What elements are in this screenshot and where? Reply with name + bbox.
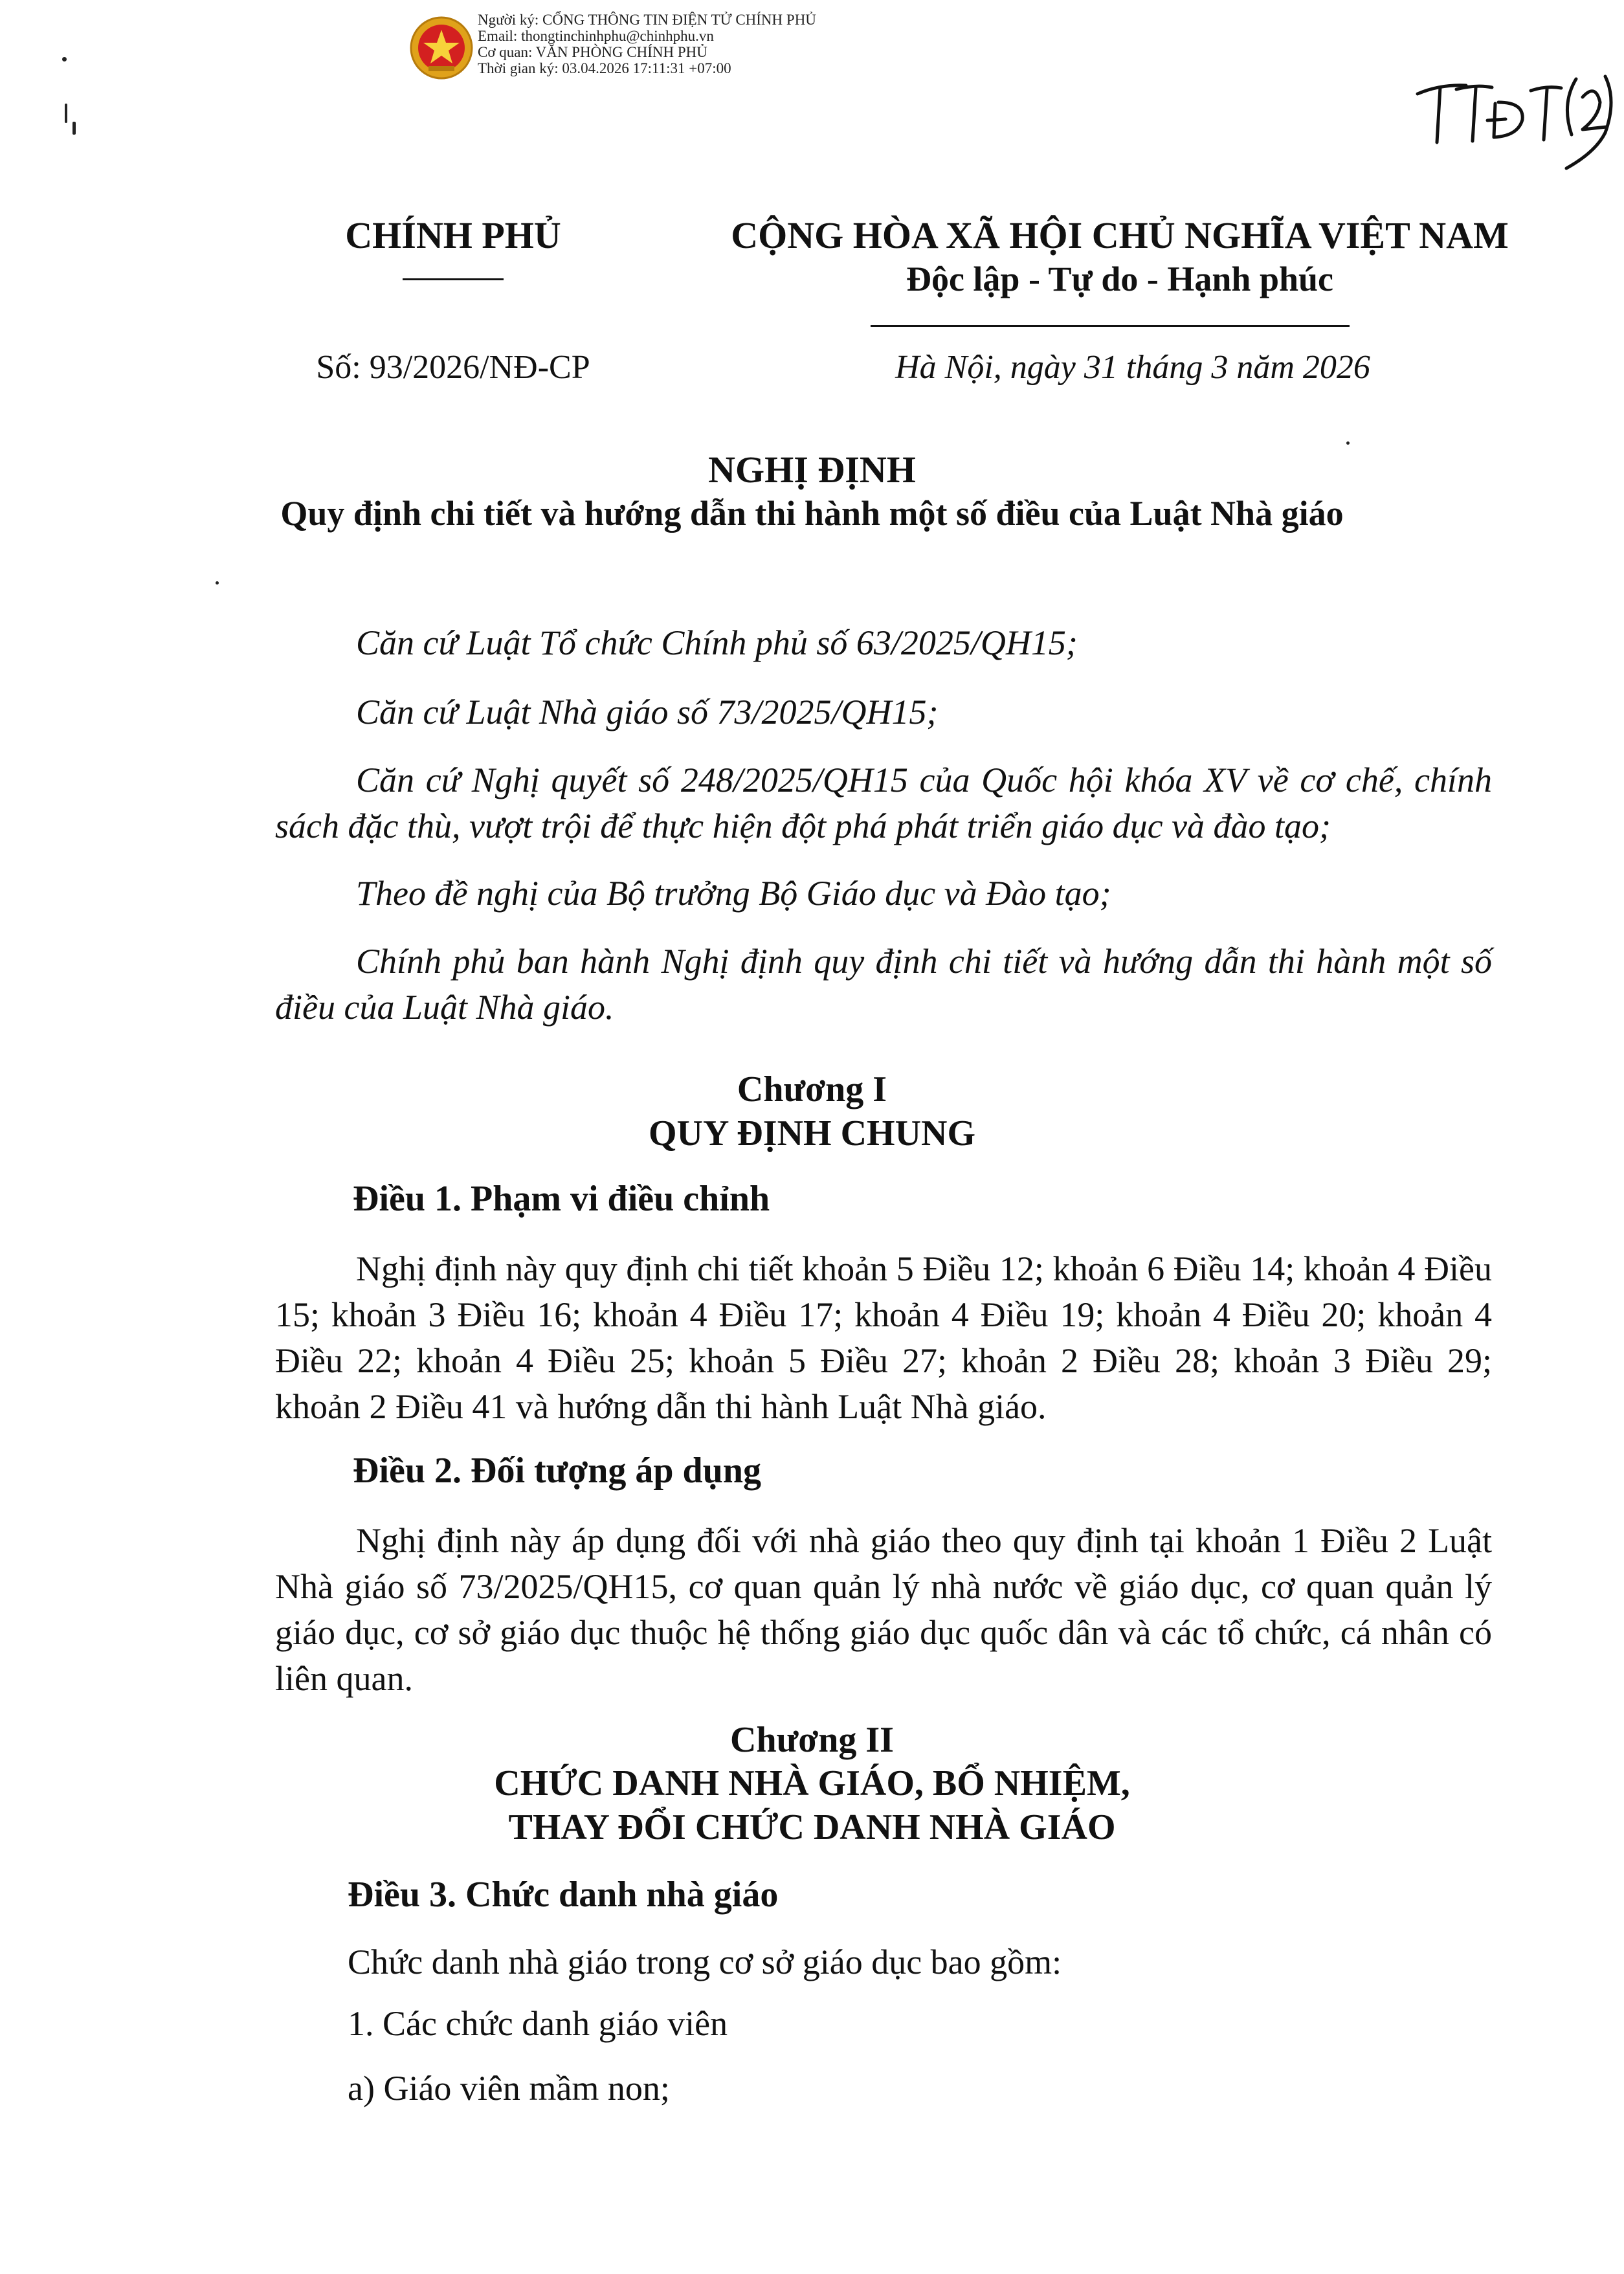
country-name: CỘNG HÒA XÃ HỘI CHỦ NGHĨA VIỆT NAM bbox=[731, 214, 1509, 256]
list-item: a) Giáo viên mầm non; bbox=[348, 2069, 670, 2108]
article-text: Nghị định này áp dụng đối với nhà giáo theo quy định tại khoản 1 Điều 2 Luật Nhà giáo số 73/2025/QH15, cơ quan quản lý nhà nước về giáo dục, cơ quan quản lý giáo dục, cơ sở giáo dục thuộc hệ thống giáo dục quốc dân và các tổ chức, cá nhân có liên quan. bbox=[275, 1521, 1492, 1698]
scan-speck bbox=[1346, 441, 1350, 445]
chapter-title: THAY ĐỔI CHỨC DANH NHÀ GIÁO bbox=[508, 1807, 1116, 1847]
document-number: Số: 93/2026/NĐ-CP bbox=[316, 349, 590, 386]
issuer-underline bbox=[403, 278, 504, 280]
scan-speck bbox=[62, 57, 67, 61]
digital-signature-info bbox=[478, 12, 816, 76]
chapter-title: QUY ĐỊNH CHUNG bbox=[648, 1113, 976, 1154]
agency-line: Cơ quan: VĂN PHÒNG CHÍNH PHỦ bbox=[478, 44, 707, 60]
motto-underline bbox=[871, 325, 1350, 327]
place-and-date: Hà Nội, ngày 31 tháng 3 năm 2026 bbox=[895, 349, 1370, 386]
article-text: Chức danh nhà giáo trong cơ sở giáo dục bao gồm: bbox=[348, 1943, 1062, 1981]
article-heading: Điều 2. Đối tượng áp dụng bbox=[353, 1451, 761, 1491]
article-heading: Điều 1. Phạm vi điều chỉnh bbox=[353, 1179, 770, 1219]
preamble-line: Căn cứ Luật Tổ chức Chính phủ số 63/2025/QH15; bbox=[356, 623, 1078, 662]
national-motto: Độc lập - Tự do - Hạnh phúc bbox=[906, 260, 1334, 298]
preamble-line: Theo đề nghị của Bộ trưởng Bộ Giáo dục và Đào tạo; bbox=[356, 874, 1111, 913]
article-heading: Điều 3. Chức danh nhà giáo bbox=[348, 1875, 779, 1915]
national-emblem-icon bbox=[409, 16, 474, 80]
document-type: NGHỊ ĐỊNH bbox=[708, 449, 916, 491]
preamble-line: Căn cứ Luật Nhà giáo số 73/2025/QH15; bbox=[356, 693, 939, 731]
handwritten-note bbox=[1411, 65, 1618, 175]
article-text: Nghị định này quy định chi tiết khoản 5 Điều 12; khoản 6 Điều 14; khoản 4 Điều 15; khoản 3 Điều 16; khoản 4 Điều 17; khoản 4 Điều 19; khoản 4 Điều 20; khoản 4 Điều 22; khoản 4 Điều 25; khoản 5 Điều 27; khoản 2 Điều 28; khoản 3 Điều 29; khoản 2 Điều 41 và hướng dẫn thi hành Luật Nhà giáo. bbox=[275, 1249, 1492, 1426]
email-line: Email: thongtinchinhphu@chinhphu.vn bbox=[478, 28, 714, 44]
list-item: 1. Các chức danh giáo viên bbox=[348, 2004, 728, 2043]
preamble-line: Căn cứ Nghị quyết số 248/2025/QH15 của Quốc hội khóa XV về cơ chế, chính sách đặc thù, vượt trội để thực hiện đột phá phát triển giáo dục và đào tạo; bbox=[275, 761, 1492, 845]
sign-time-line: Thời gian ký: 03.04.2026 17:11:31 +07:00 bbox=[478, 60, 731, 76]
scan-speck bbox=[65, 104, 67, 123]
issuer-name: CHÍNH PHỦ bbox=[345, 214, 561, 256]
document-subject: Quy định chi tiết và hướng dẫn thi hành một số điều của Luật Nhà giáo bbox=[280, 494, 1344, 533]
chapter-label: Chương I bbox=[737, 1069, 887, 1109]
scan-speck bbox=[72, 122, 76, 135]
chapter-title: CHỨC DANH NHÀ GIÁO, BỔ NHIỆM, bbox=[494, 1763, 1130, 1803]
scan-speck bbox=[216, 581, 219, 585]
signer-line: Người ký: CỔNG THÔNG TIN ĐIỆN TỬ CHÍNH PHỦ bbox=[478, 12, 816, 28]
preamble-line: Chính phủ ban hành Nghị định quy định chi tiết và hướng dẫn thi hành một số điều của Luật Nhà giáo. bbox=[275, 942, 1492, 1027]
chapter-label: Chương II bbox=[730, 1720, 894, 1760]
